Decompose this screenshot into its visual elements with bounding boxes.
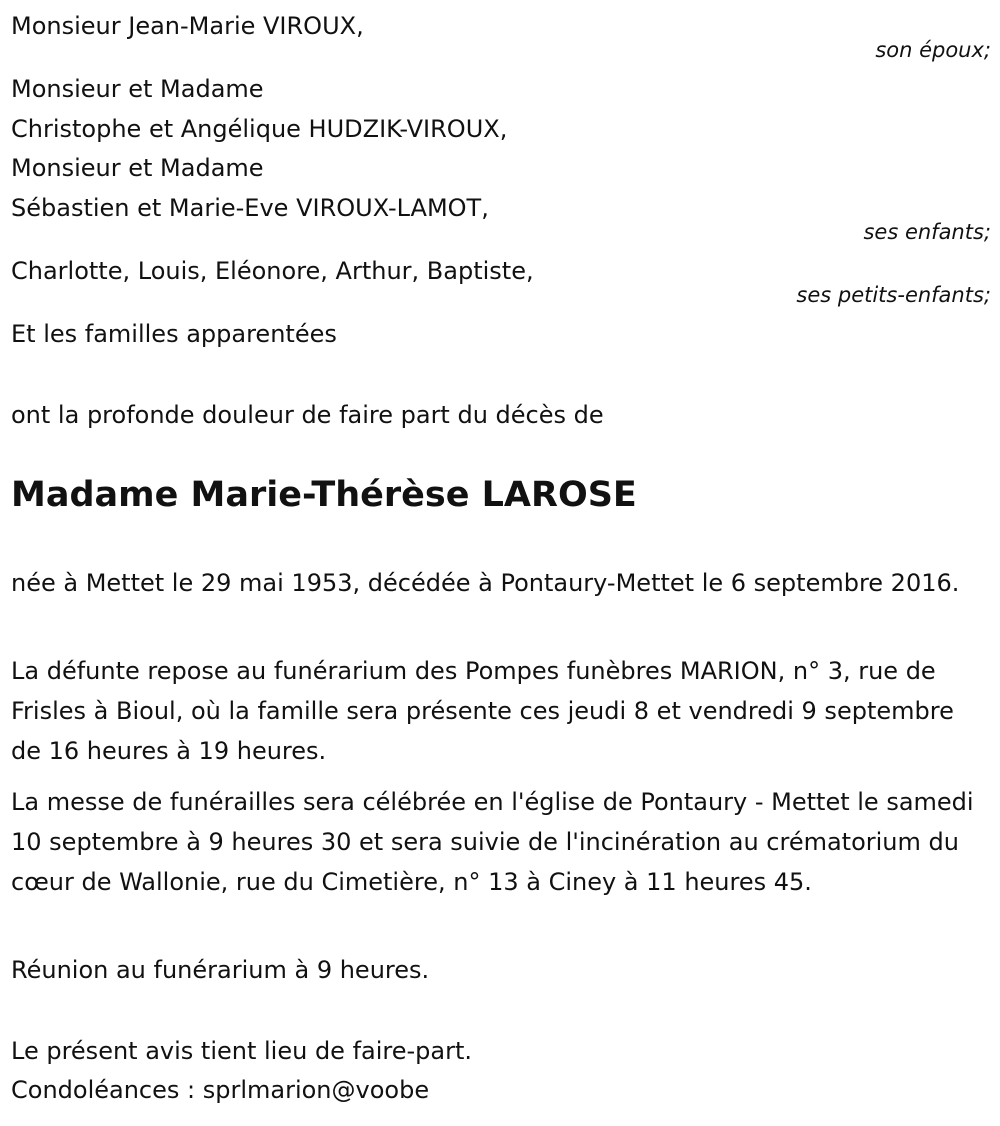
spouse-role: son époux; xyxy=(875,38,991,62)
viewing-details: La défunte repose au funérarium des Pompes funèbres MARION, n° 3, rue de Frisles à Bioul, où la famille sera présente ces jeudi 8 et vendredi 9 septembre de 16 heures à 19 heures. xyxy=(11,657,954,765)
children-role: ses enfants; xyxy=(863,220,991,244)
condolences-text: Condoléances : sprlmarion@voobe xyxy=(11,1076,430,1104)
related-families: Et les familles apparentées xyxy=(11,320,337,348)
funeral-details: La messe de funérailles sera célébrée en l'église de Pontaury - Mettet le samedi 10 septembre à 9 heures 30 et sera suivie de l'incinération au crématorium du cœur de Wallonie, rue du Cimetière, n° 13 à Ciney à 11 heures 45. xyxy=(11,788,974,896)
deceased-name: Madame Marie-Thérèse LAROSE xyxy=(11,475,637,515)
notice-text: Le présent avis tient lieu de faire-part. xyxy=(11,1037,473,1065)
spouse-name: Monsieur Jean-Marie VIROUX, xyxy=(11,12,364,40)
meeting-details: Réunion au funérarium à 9 heures. xyxy=(11,956,430,984)
child-line-2: Christophe et Angélique HUDZIK-VIROUX, xyxy=(11,115,508,143)
child-line-3: Monsieur et Madame xyxy=(11,154,264,182)
announcement: ont la profonde douleur de faire part du décès de xyxy=(11,401,604,429)
child-line-1: Monsieur et Madame xyxy=(11,75,264,103)
grandchildren-role: ses petits-enfants; xyxy=(796,283,991,307)
grandchildren-names: Charlotte, Louis, Eléonore, Arthur, Baptiste, xyxy=(11,257,534,285)
child-line-4: Sébastien et Marie-Eve VIROUX-LAMOT, xyxy=(11,194,489,222)
birth-death-details: née à Mettet le 29 mai 1953, décédée à Pontaury-Mettet le 6 septembre 2016. xyxy=(11,569,960,597)
